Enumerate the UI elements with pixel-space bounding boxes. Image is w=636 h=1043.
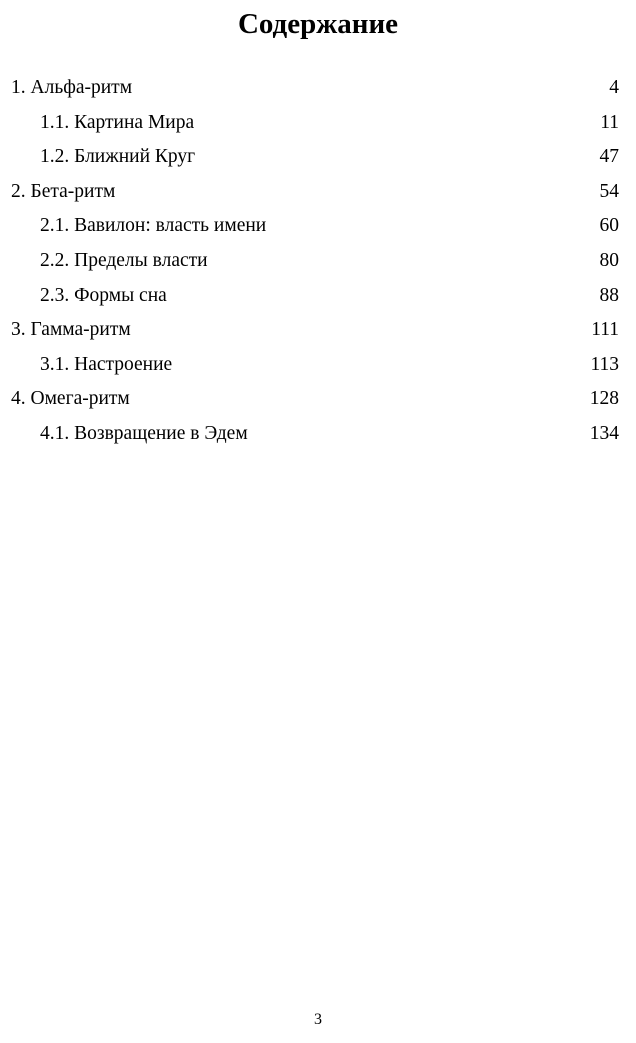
toc-entry-page: 128 xyxy=(589,388,619,410)
toc-entry-label: 2.2. Пределы власти xyxy=(40,249,208,271)
toc-entry-label: 1. Альфа-ритм xyxy=(11,77,133,98)
toc-entry-page: 54 xyxy=(599,180,619,202)
toc-entry-label: 2.1. Вавилон: власть имени xyxy=(40,215,267,237)
toc-entry-label: 4. Омега-ритм xyxy=(11,388,130,410)
toc-entry[interactable] xyxy=(11,175,619,210)
toc-entry-label: 2. Бета-ритм xyxy=(11,180,116,202)
toc-entry[interactable] xyxy=(11,313,619,348)
toc-entry[interactable] xyxy=(11,382,619,417)
toc-entry[interactable] xyxy=(11,417,619,452)
page-number: 3 xyxy=(314,1011,322,1028)
toc-entry-page: 80 xyxy=(599,249,619,271)
toc-entry[interactable] xyxy=(11,279,619,314)
toc-entry[interactable] xyxy=(11,71,619,106)
toc-entry-label: 1.1. Картина Мира xyxy=(40,111,195,133)
toc-entry[interactable] xyxy=(11,106,619,141)
toc-entry[interactable] xyxy=(11,244,619,279)
toc-entry-page: 113 xyxy=(590,353,619,375)
toc-entry-label: 3.1. Настроение xyxy=(40,353,173,375)
toc-entry-page: 4 xyxy=(609,77,619,98)
toc-entry-label: 4.1. Возвращение в Эдем xyxy=(40,422,248,444)
toc-entry-label: 2.3. Формы сна xyxy=(40,284,167,306)
toc-entry-page: 111 xyxy=(591,319,619,341)
table-of-contents xyxy=(11,71,619,452)
toc-entry[interactable] xyxy=(11,140,619,175)
toc-entry-page: 134 xyxy=(589,422,619,444)
toc-entry[interactable] xyxy=(11,348,619,383)
toc-entry-page: 88 xyxy=(599,284,619,306)
toc-entry-label: 1.2. Ближний Круг xyxy=(40,146,196,168)
page-title: Содержание xyxy=(237,8,399,40)
toc-entry-page: 60 xyxy=(599,215,619,237)
toc-entry-page: 47 xyxy=(599,146,619,168)
toc-entry[interactable] xyxy=(11,209,619,244)
toc-entry-label: 3. Гамма-ритм xyxy=(11,319,131,341)
toc-entry-page: 11 xyxy=(600,111,619,133)
